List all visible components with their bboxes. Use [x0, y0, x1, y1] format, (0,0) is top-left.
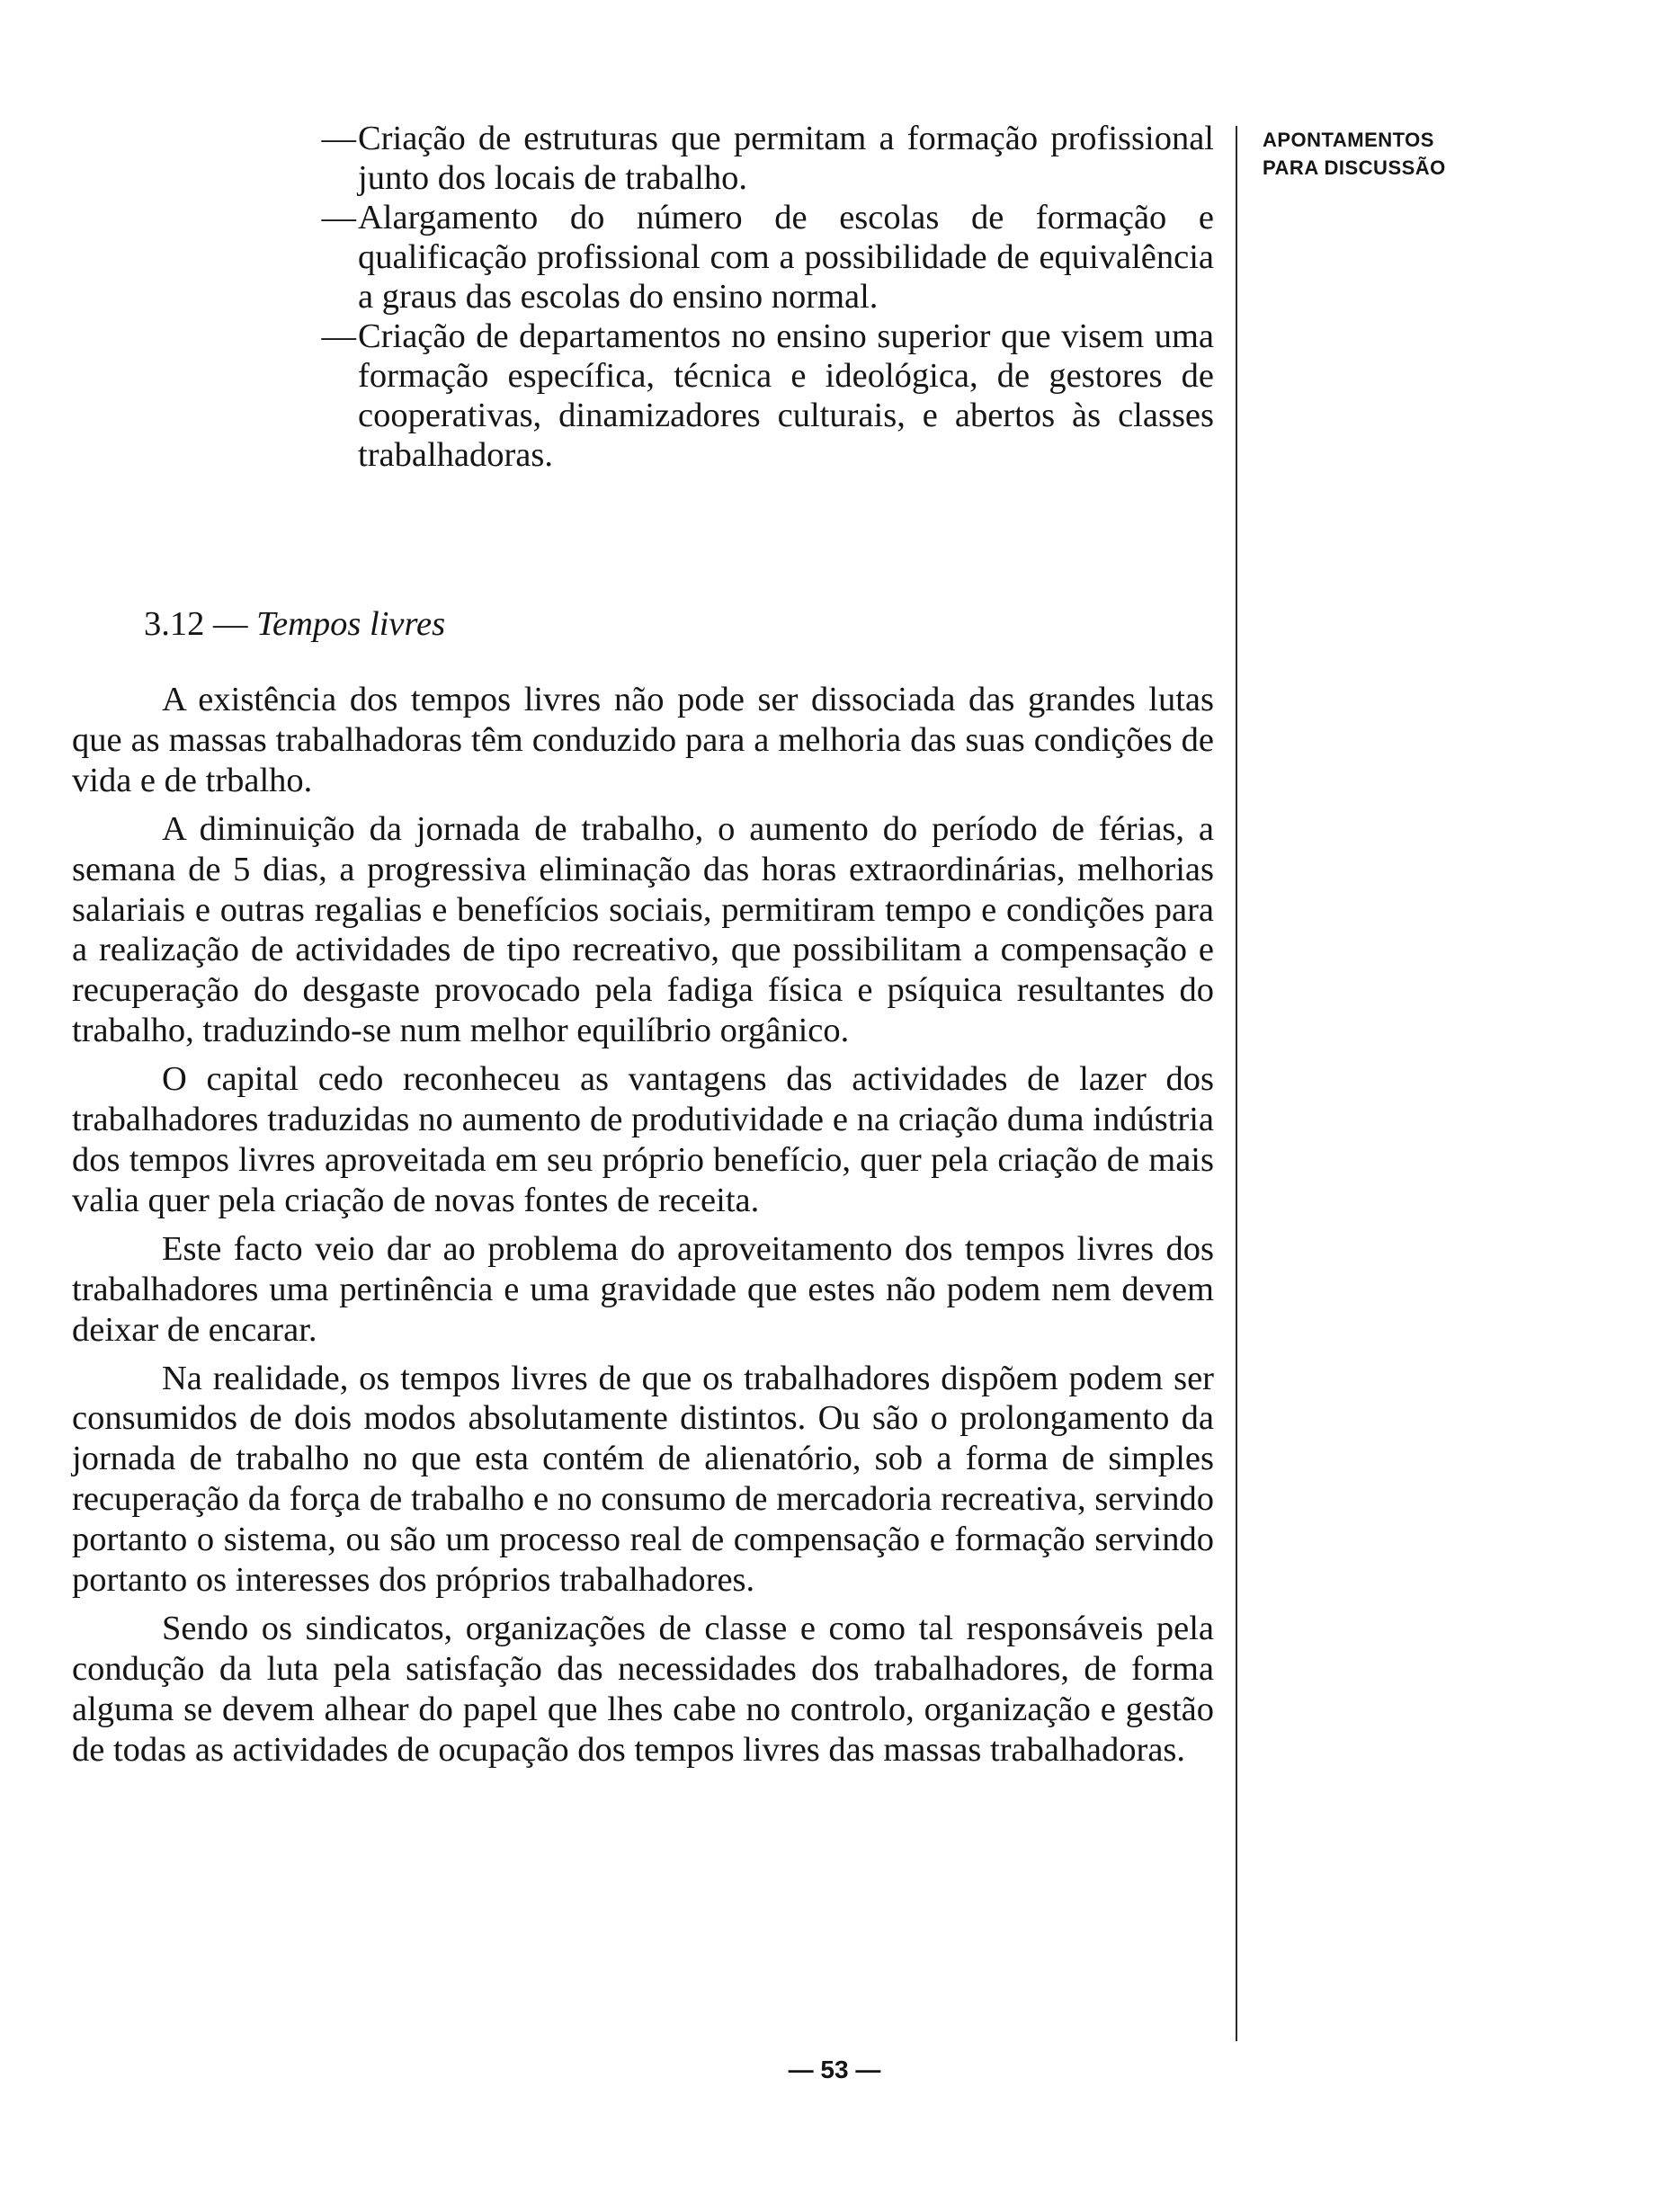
body-text	[72, 680, 1214, 1779]
section-number: 3.12 —	[144, 605, 257, 643]
paragraph: Este facto veio dar ao problema do aproveitamento dos tempos livres dos trabalhadores uma pertinência e uma gravidade que estes não podem nem devem deixar de encarar.	[72, 1229, 1214, 1349]
vertical-rule	[1236, 126, 1237, 2041]
paragraph: O capital cedo reconheceu as vantagens das actividades de lazer dos trabalhadores traduzidas no aumento de produtividade e na criação duma indústria dos tempos livres aproveitada em seu próprio benefício, quer pela criação de mais valia quer pela criação de novas fontes de receita.	[72, 1060, 1214, 1219]
section-heading	[144, 604, 445, 644]
bullet-text: Criação de departamentos no ensino superior que visem uma formação específica, técnica e ideológica, de gestores de cooperativas, dinamizadores culturais, e abertos às classes trabalhadoras.	[358, 317, 1214, 474]
bullet-list	[306, 119, 1214, 475]
bullet-dash: —	[321, 199, 356, 236]
bullet-text: Criação de estruturas que permitam a formação profissional junto dos locais de trabalho.	[358, 120, 1214, 197]
bullet-item	[306, 198, 1214, 317]
margin-note-line-1: APONTAMENTOS	[1263, 129, 1434, 151]
page-number: — 53 —	[788, 2056, 881, 2083]
bullet-dash: —	[321, 120, 356, 157]
paragraph: A existência dos tempos livres não pode ser dissociada das grandes lutas que as massas trabalhadoras têm conduzido para a melhoria das suas condições de vida e de trbalho.	[72, 681, 1214, 799]
paragraph: Na realidade, os tempos livres de que os trabalhadores dispõem podem ser consumidos de dois modos absolutamente distintos. Ou são o prolongamento da jornada de trabalho no que esta contém de alienatório, sob a forma de simples recuperação da força de trabalho e no consumo de mercadoria recreativa, servindo portanto o sistema, ou são um processo real de compensação e formação servindo portanto os interesses dos próprios trabalhadores.	[72, 1359, 1214, 1600]
bullet-item	[306, 317, 1214, 475]
paragraph: A diminuição da jornada de trabalho, o aumento do período de férias, a semana de 5 dias, a progressiva eliminação das horas extraordinárias, melhorias salariais e outras regalias e benefícios sociais, permitiram tempo e condições para a realização de actividades de tipo recreativo, que possibilitam a compensação e recuperação do desgaste provocado pela fadiga física e psíquica resultantes do trabalho, traduzindo-se num melhor equilíbrio orgânico.	[72, 809, 1214, 1050]
margin-note-line-2: PARA DISCUSSÃO	[1263, 156, 1446, 179]
margin-note	[1263, 126, 1523, 182]
paragraph: Sendo os sindicatos, organizações de classe e como tal responsáveis pela condução da luta pela satisfação das necessidades dos trabalhadores, de forma alguma se devem alhear do papel que lhes cabe no controlo, organização e gestão de todas as actividades de ocupação dos tempos livres das massas trabalhadoras.	[72, 1609, 1214, 1769]
section-title: Tempos livres	[256, 605, 446, 643]
bullet-item	[306, 119, 1214, 198]
bullet-dash: —	[321, 317, 356, 355]
bullet-text: Alargamento do número de escolas de formação e qualificação profissional com a possibilidade de equivalência a graus das escolas do ensino normal.	[358, 199, 1214, 316]
